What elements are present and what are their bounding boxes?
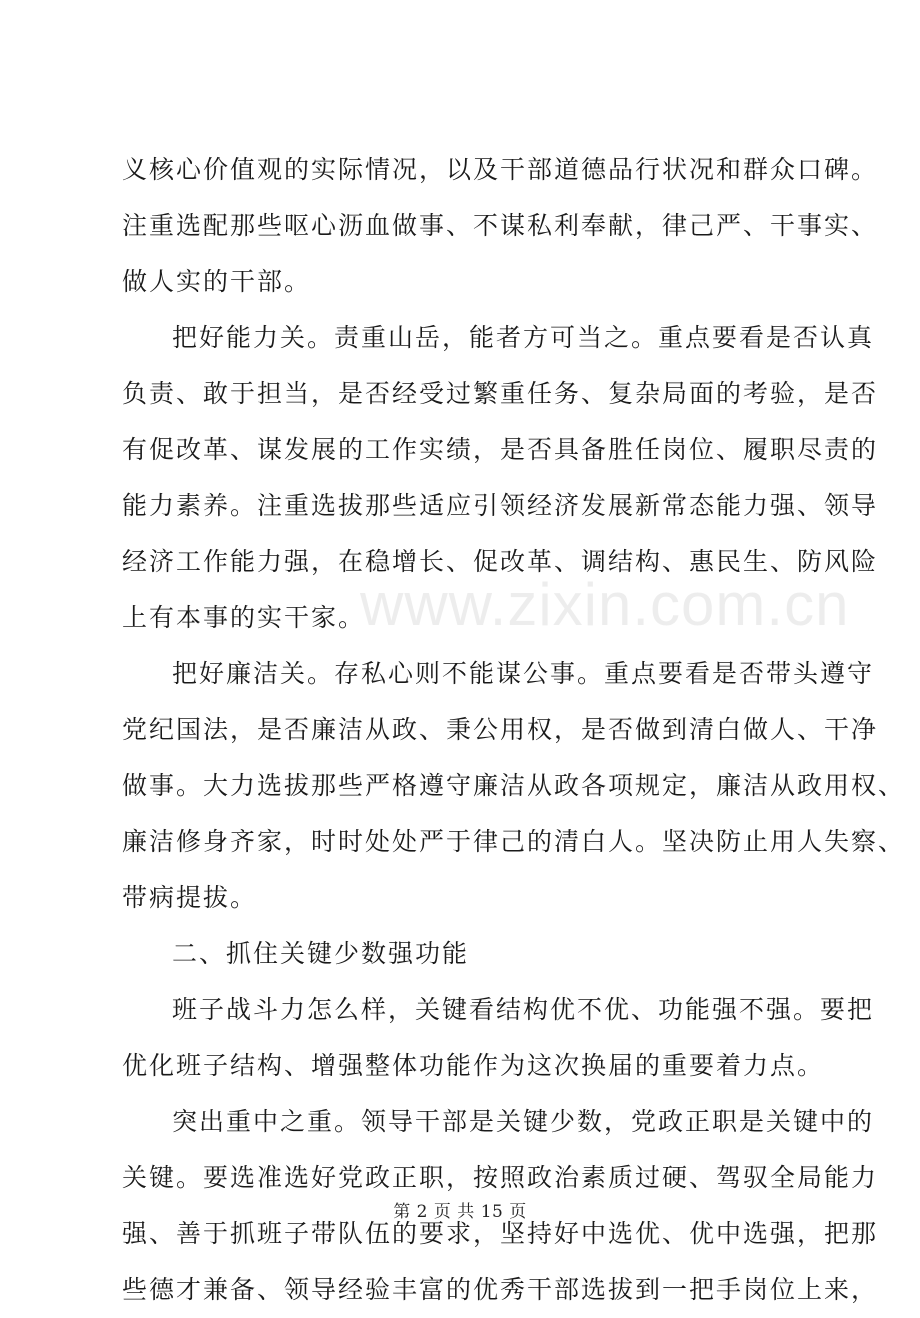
text-line: 做人实的干部。 <box>122 267 312 296</box>
text-line: 些德才兼备、领导经验丰富的优秀干部选拔到一把手岗位上来， <box>122 1275 879 1304</box>
text-line: 带病提拔。 <box>122 883 258 912</box>
text-line: 廉洁修身齐家，时时处处严于律己的清白人。坚决防止用人失察、 <box>122 827 906 856</box>
text-line: 关键。要选准选好党政正职，按照政治素质过硬、驾驭全局能力 <box>122 1163 879 1192</box>
watermark: www.zixin.com.cn <box>360 571 850 638</box>
text-line: 班子战斗力怎么样，关键看结构优不优、功能强不强。要把 <box>172 995 875 1024</box>
text-line: 把好廉洁关。存私心则不能谋公事。重点要看是否带头遵守 <box>172 659 875 688</box>
text-line: 注重选配那些呕心沥血做事、不谋私利奉献，律己严、干事实、 <box>122 211 879 240</box>
text-line: 上有本事的实干家。 <box>122 603 366 632</box>
text-line: 有促改革、谋发展的工作实绩，是否具备胜任岗位、履职尽责的 <box>122 435 879 464</box>
text-line: 能力素养。注重选拔那些适应引领经济发展新常态能力强、领导 <box>122 491 879 520</box>
document-body <box>122 142 906 1318</box>
text-line: 二、抓住关键少数强功能 <box>172 939 470 968</box>
text-line: 突出重中之重。领导干部是关键少数，党政正职是关键中的 <box>172 1107 875 1136</box>
text-line: 负责、敢于担当，是否经受过繁重任务、复杂局面的考验，是否 <box>122 379 879 408</box>
page-number-footer: 第 2 页 共 15 页 <box>393 1202 527 1222</box>
text-line: 做事。大力选拔那些严格遵守廉洁从政各项规定，廉洁从政用权、 <box>122 771 906 800</box>
text-line: 把好能力关。责重山岳，能者方可当之。重点要看是否认真 <box>172 323 875 352</box>
text-line: 强、善于抓班子带队伍的要求，坚持好中选优、优中选强，把那 <box>122 1219 879 1248</box>
text-line: 优化班子结构、增强整体功能作为这次换届的重要着力点。 <box>122 1051 825 1080</box>
text-line: 党纪国法，是否廉洁从政、秉公用权，是否做到清白做人、干净 <box>122 715 879 744</box>
text-line: 经济工作能力强，在稳增长、促改革、调结构、惠民生、防风险 <box>122 547 879 576</box>
text-line: 义核心价值观的实际情况，以及干部道德品行状况和群众口碑。 <box>122 155 879 184</box>
